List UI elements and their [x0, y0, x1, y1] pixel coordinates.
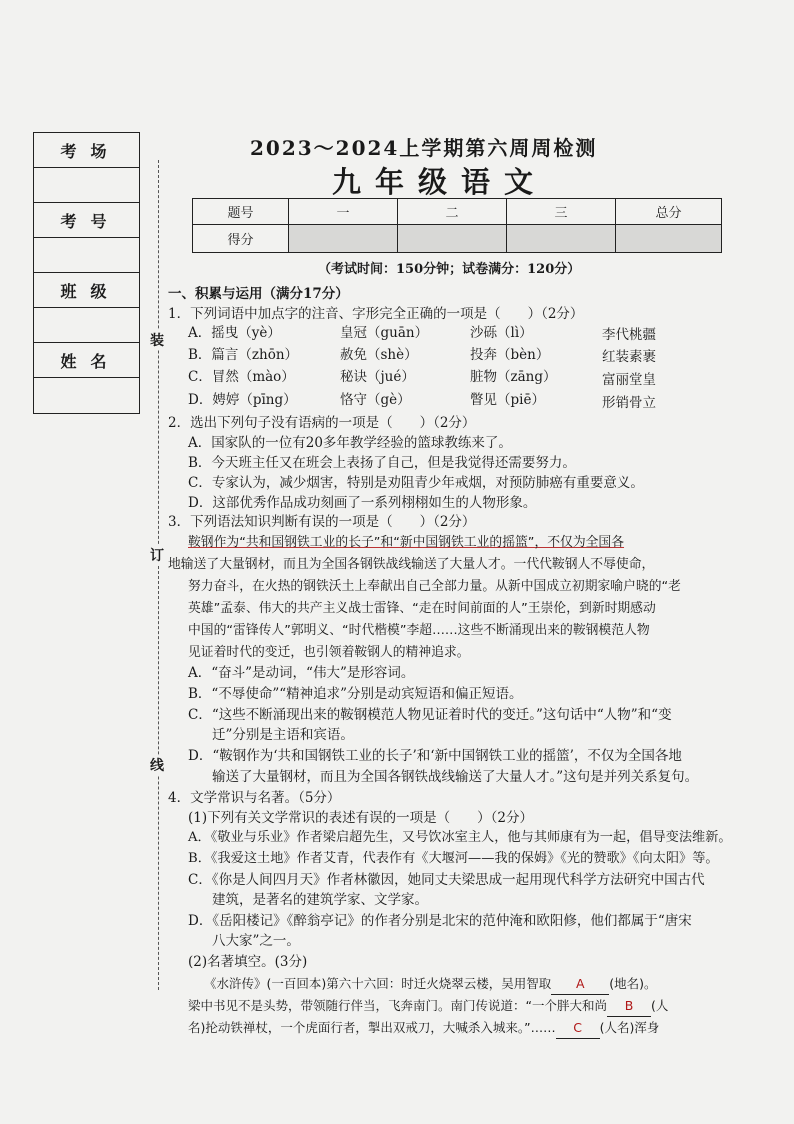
q3-passage-line-1: 鞍钢作为“共和国钢铁工业的长子”和“新中国钢铁工业的摇篮”，不仅为全国各: [188, 535, 625, 550]
blank-A[interactable]: A: [551, 974, 609, 995]
q4-C-line1: C．《你是人间四月天》作者林徽因，她同丈夫梁思成一起用现代科学方法研究中国古代: [188, 872, 705, 888]
score-cell-2[interactable]: [398, 225, 507, 253]
name-field[interactable]: [34, 378, 139, 413]
q1-D-2: 恪守（gè）: [340, 392, 411, 408]
q3-stem: 3．下列语法知识判断有误的一项是（ ）（2分）: [168, 514, 476, 530]
q1-A-1: A．摇曳（yè）: [188, 325, 281, 341]
binding-char-zhuang: 装: [146, 330, 168, 350]
q2-stem: 2．选出下列句子没有语病的一项是（ ）（2分）: [168, 415, 476, 431]
q3-passage-line-5: 中国的“雷锋传人”郭明义、“时代楷模”李超……这些不断涌现出来的鞍钢模范人物: [188, 623, 650, 638]
q1-A-3: 沙砾（lì）: [470, 325, 533, 341]
q3-C-line1: C．“这些不断涌现出来的鞍钢模范人物见证着时代的变迁。”这句话中“人物”和“变: [188, 707, 672, 723]
q4-fill-line-2: [188, 996, 668, 1017]
class-label: 班级: [34, 273, 139, 308]
score-cell-1[interactable]: [289, 225, 398, 253]
q1-C-2: 秘诀（jué）: [340, 369, 415, 385]
score-cell-3[interactable]: [507, 225, 616, 253]
q3-B: B．“不辱使命”“精神追求”分别是动宾短语和偏正短语。: [188, 686, 523, 702]
q4-fill-p1b: (地名)。: [609, 976, 657, 991]
binding-line: [158, 160, 159, 990]
q3-A: A．“奋斗”是动词，“伟大”是形容词。: [188, 665, 415, 681]
score-col-1: 一: [289, 199, 398, 225]
q4-A: A．《敬业与乐业》作者梁启超先生，又号饮冰室主人，他与其师康有为一起，倡导变法维新。: [188, 830, 732, 845]
q3-passage-line-3: 努力奋斗，在火热的钢铁沃土上奉献出自己全部力量。从新中国成立初期家喻户晓的“老: [188, 579, 681, 594]
q4-sub1: (1)下列有关文学常识的表述有误的一项是（ ）（2分）: [188, 810, 533, 826]
score-label: 得分: [193, 225, 289, 253]
q3-C-line2: 迁”分别是主语和宾语。: [212, 727, 354, 743]
q1-C-4: 富丽堂皇: [602, 372, 656, 388]
q1-D-3: 瞥见（piē）: [470, 392, 545, 408]
q1-C-1: C．冒然（mào）: [188, 369, 295, 385]
q4-fill-line-1: [204, 974, 657, 995]
q3-passage-line-2: 地输送了大量钢材，而且为全国各钢铁战线输送了大量人才。一代代鞍钢人不辱使命，: [168, 557, 655, 572]
q4-fill-p2b: (人: [650, 998, 669, 1013]
binding-char-xian: 线: [146, 755, 168, 775]
name-label: 姓名: [34, 343, 139, 378]
exam-room-field[interactable]: [34, 168, 139, 203]
exam-number-label: 考号: [34, 203, 139, 238]
section-heading: 一、积累与运用（满分17分）: [168, 286, 349, 302]
score-col-3: 三: [507, 199, 616, 225]
q2-D: D．这部优秀作品成功刻画了一系列栩栩如生的人物形象。: [188, 495, 537, 511]
exam-info: （考试时间：150分钟；试卷满分：120分）: [318, 262, 581, 277]
q1-C-3: 脏物（zāng）: [470, 369, 557, 385]
student-info-box: [33, 132, 140, 414]
q4-fill-p3b: (人名)浑身: [599, 1020, 660, 1035]
q4-C-line2: 建筑，是著名的建筑学家、文学家。: [212, 892, 428, 908]
subject-title: 九年级语文: [332, 165, 548, 199]
q4-sub2: (2)名著填空。(3分): [188, 954, 308, 970]
q2-A: A．国家队的一位有20多年教学经验的篮球教练来了。: [188, 435, 512, 451]
q1-D-4: 形销骨立: [602, 395, 656, 411]
q4-fill-p2: 梁中书见不是头势，带领随行伴当，飞奔南门。南门传说道：“一个胖大和尚: [188, 998, 607, 1013]
q1-stem: 1．下列词语中加点字的注音、字形完全正确的一项是（ ）（2分）: [168, 306, 584, 322]
q3-D-line2: 输送了大量钢材，而且为全国各钢铁战线输送了大量人才。”这句是并列关系复句。: [212, 769, 699, 785]
q1-D-1: D．娉婷（pīng）: [188, 392, 297, 408]
q2-B: B．今天班主任又在班会上表扬了自己，但是我觉得还需要努力。: [188, 455, 576, 471]
score-table: [192, 198, 722, 253]
q4-stem: 4．文学常识与名著。（5分）: [168, 790, 341, 806]
score-col-2: 二: [398, 199, 507, 225]
blank-B[interactable]: B: [607, 996, 651, 1017]
q1-B-3: 投奔（bèn）: [470, 347, 550, 363]
score-col-total: 总分: [616, 199, 722, 225]
q1-B-4: 红装素裹: [602, 349, 656, 365]
q3-D-line1: D．“鞍钢作为‘共和国钢铁工业的长子’和‘新中国钢铁工业的摇篮’，不仅为全国各地: [188, 748, 682, 764]
q1-A-4: 李代桃疆: [602, 327, 656, 343]
q1-A-2: 皇冠（guān）: [340, 325, 429, 341]
q3-passage-line-4: 英雄”孟泰、伟大的共产主义战士雷锋、“走在时间前面的人”王崇伦，到新时期感动: [188, 601, 656, 616]
exam-title: 2023～2024上学期第六周周检测: [250, 136, 598, 160]
q1-B-1: B．篇言（zhōn）: [188, 347, 299, 363]
question-number-label: 题号: [193, 199, 289, 225]
q3-passage-line-6: 见证着时代的变迁，也引领着鞍钢人的精神追求。: [188, 645, 470, 660]
q4-B: B．《我爱这土地》作者艾青，代表作有《大堰河——我的保姆》《光的赞歌》《向太阳》等。: [188, 851, 719, 866]
q4-D-line2: 八大家”之一。: [212, 933, 300, 949]
exam-number-field[interactable]: [34, 238, 139, 273]
q4-D-line1: D．《岳阳楼记》《醉翁亭记》的作者分别是北宋的范仲淹和欧阳修，他们都属于“唐宋: [188, 913, 692, 929]
q4-fill-line-3: [188, 1018, 659, 1039]
q2-C: C．专家认为，减少烟害，特别是劝阻青少年戒烟，对预防肺癌有重要意义。: [188, 475, 644, 491]
score-cell-total[interactable]: [616, 225, 722, 253]
q1-B-2: 赦免（shè）: [340, 347, 418, 363]
exam-room-label: 考场: [34, 133, 139, 168]
blank-C[interactable]: C: [556, 1018, 600, 1039]
class-field[interactable]: [34, 308, 139, 343]
q4-fill-p1: 《水浒传》(一百回本)第六十六回：时迁火烧翠云楼，吴用智取: [204, 976, 552, 991]
q4-fill-p3: 名)抡动铁禅杖，一个虎面行者，掣出双戒刀，大喊杀入城来。”……: [188, 1020, 556, 1035]
binding-char-ding: 订: [146, 545, 168, 565]
